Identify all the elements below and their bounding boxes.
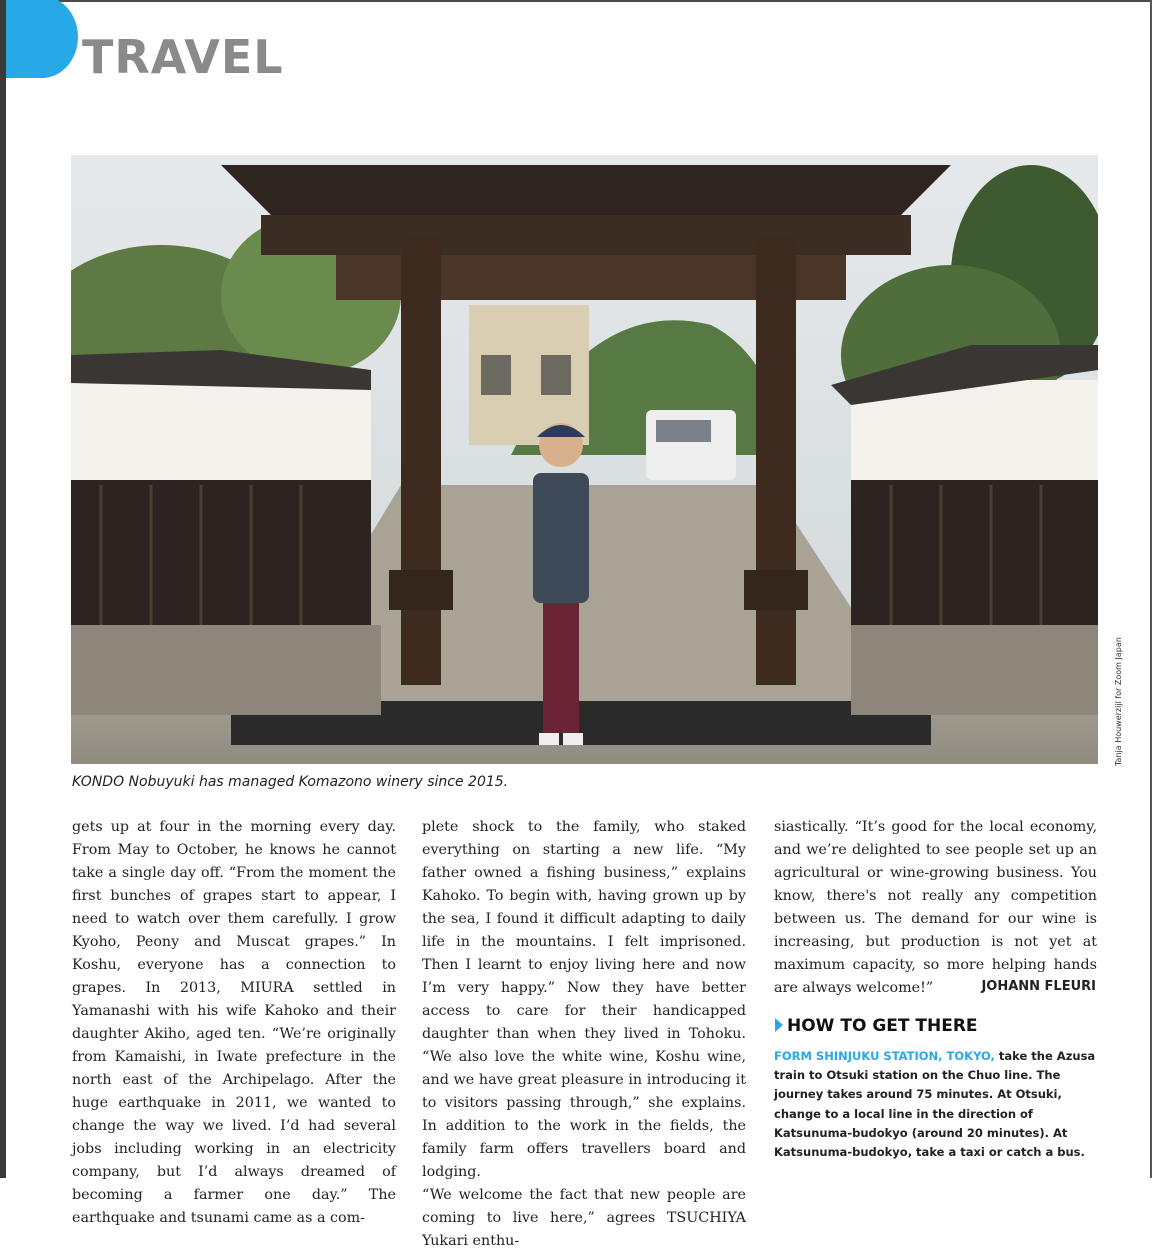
article-paragraph: plete shock to the family, who staked everything on starting a new life. “My father owned a fishing business,” explains Kahoko. To begin with, having grown up by the sea, I found it difficult adapting to daily life in the mountains. I felt imprisoned. Then I learnt to enjoy living here and now I’m very happy.” Now they have better access to care for their handicapped daughter than when they lived in Tohoku. “We also love the white wine, Koshu wine, and we have great pleasure in introducing it to visitors passing through,” she explains. In addition to the work in the fields, the family farm offers travellers board and lodging. xyxy=(422,819,746,1180)
article-column-1 xyxy=(72,816,396,1230)
how-to-directions xyxy=(774,1047,1104,1162)
page-left-edge xyxy=(0,0,6,1178)
article-column-2 xyxy=(422,816,746,1253)
page-top-edge xyxy=(0,0,1152,2)
photo-illustration xyxy=(71,155,1098,764)
how-to-heading xyxy=(775,1016,978,1036)
directions-text: take the Azusa train to Otsuki station on the Chuo line. The journey takes around 75 minutes. At Otsuki, change to a local line in the direction of Katsunuma-budokyo (around 20 minutes). At Katsunuma-budokyo, take a taxi or catch a bus. xyxy=(774,1049,1096,1160)
article-photo xyxy=(71,155,1098,764)
section-title: TRAVEL xyxy=(82,30,284,84)
how-to-heading-text: HOW TO GET THERE xyxy=(787,1016,978,1036)
article-paragraph: “We welcome the fact that new people are coming to live here,” agrees TSUCHIYA Yukari enthu- xyxy=(422,1187,746,1249)
article-paragraph: siastically. “It’s good for the local economy, and we’re delighted to see people set up an agricultural or wine-growing business. You know, there's not really any competition between us. The demand for our wine is increasing, but production is not yet at maximum capacity, so more helping hands are always welcome!” xyxy=(774,819,1097,996)
photo-credit: Tanja Houwerzijl for Zoom Japan xyxy=(1114,637,1123,766)
photo-caption: KONDO Nobuyuki has managed Komazono winery since 2015. xyxy=(72,774,509,790)
article-paragraph: gets up at four in the morning every day. From May to October, he knows he cannot take a single day off. “From the moment the first bunches of grapes start to appear, I need to watch over them carefully. I grow Kyoho, Peony and Muscat grapes.” In Koshu, everyone has a connection to grapes. In 2013, MIURA settled in Yamanashi with his wife Kahoko and their daughter Akiho, aged ten. “We’re originally from Kamaishi, in Iwate prefecture in the north east of the Archipelago. After the huge earthquake in 2011, we wanted to change the way we lived. I’d had several jobs including working in an electricity company, but I’d always dreamed of becoming a farmer one day.” The earthquake and tsunami came as a com- xyxy=(72,819,396,1226)
author-byline: JOHANN FLEURI xyxy=(981,979,1096,994)
directions-highlight: FORM SHINJUKU STATION, TOKYO, xyxy=(774,1049,995,1063)
article-column-3 xyxy=(774,816,1097,1000)
triangle-marker-icon xyxy=(775,1018,783,1032)
section-circle-icon xyxy=(6,0,78,78)
